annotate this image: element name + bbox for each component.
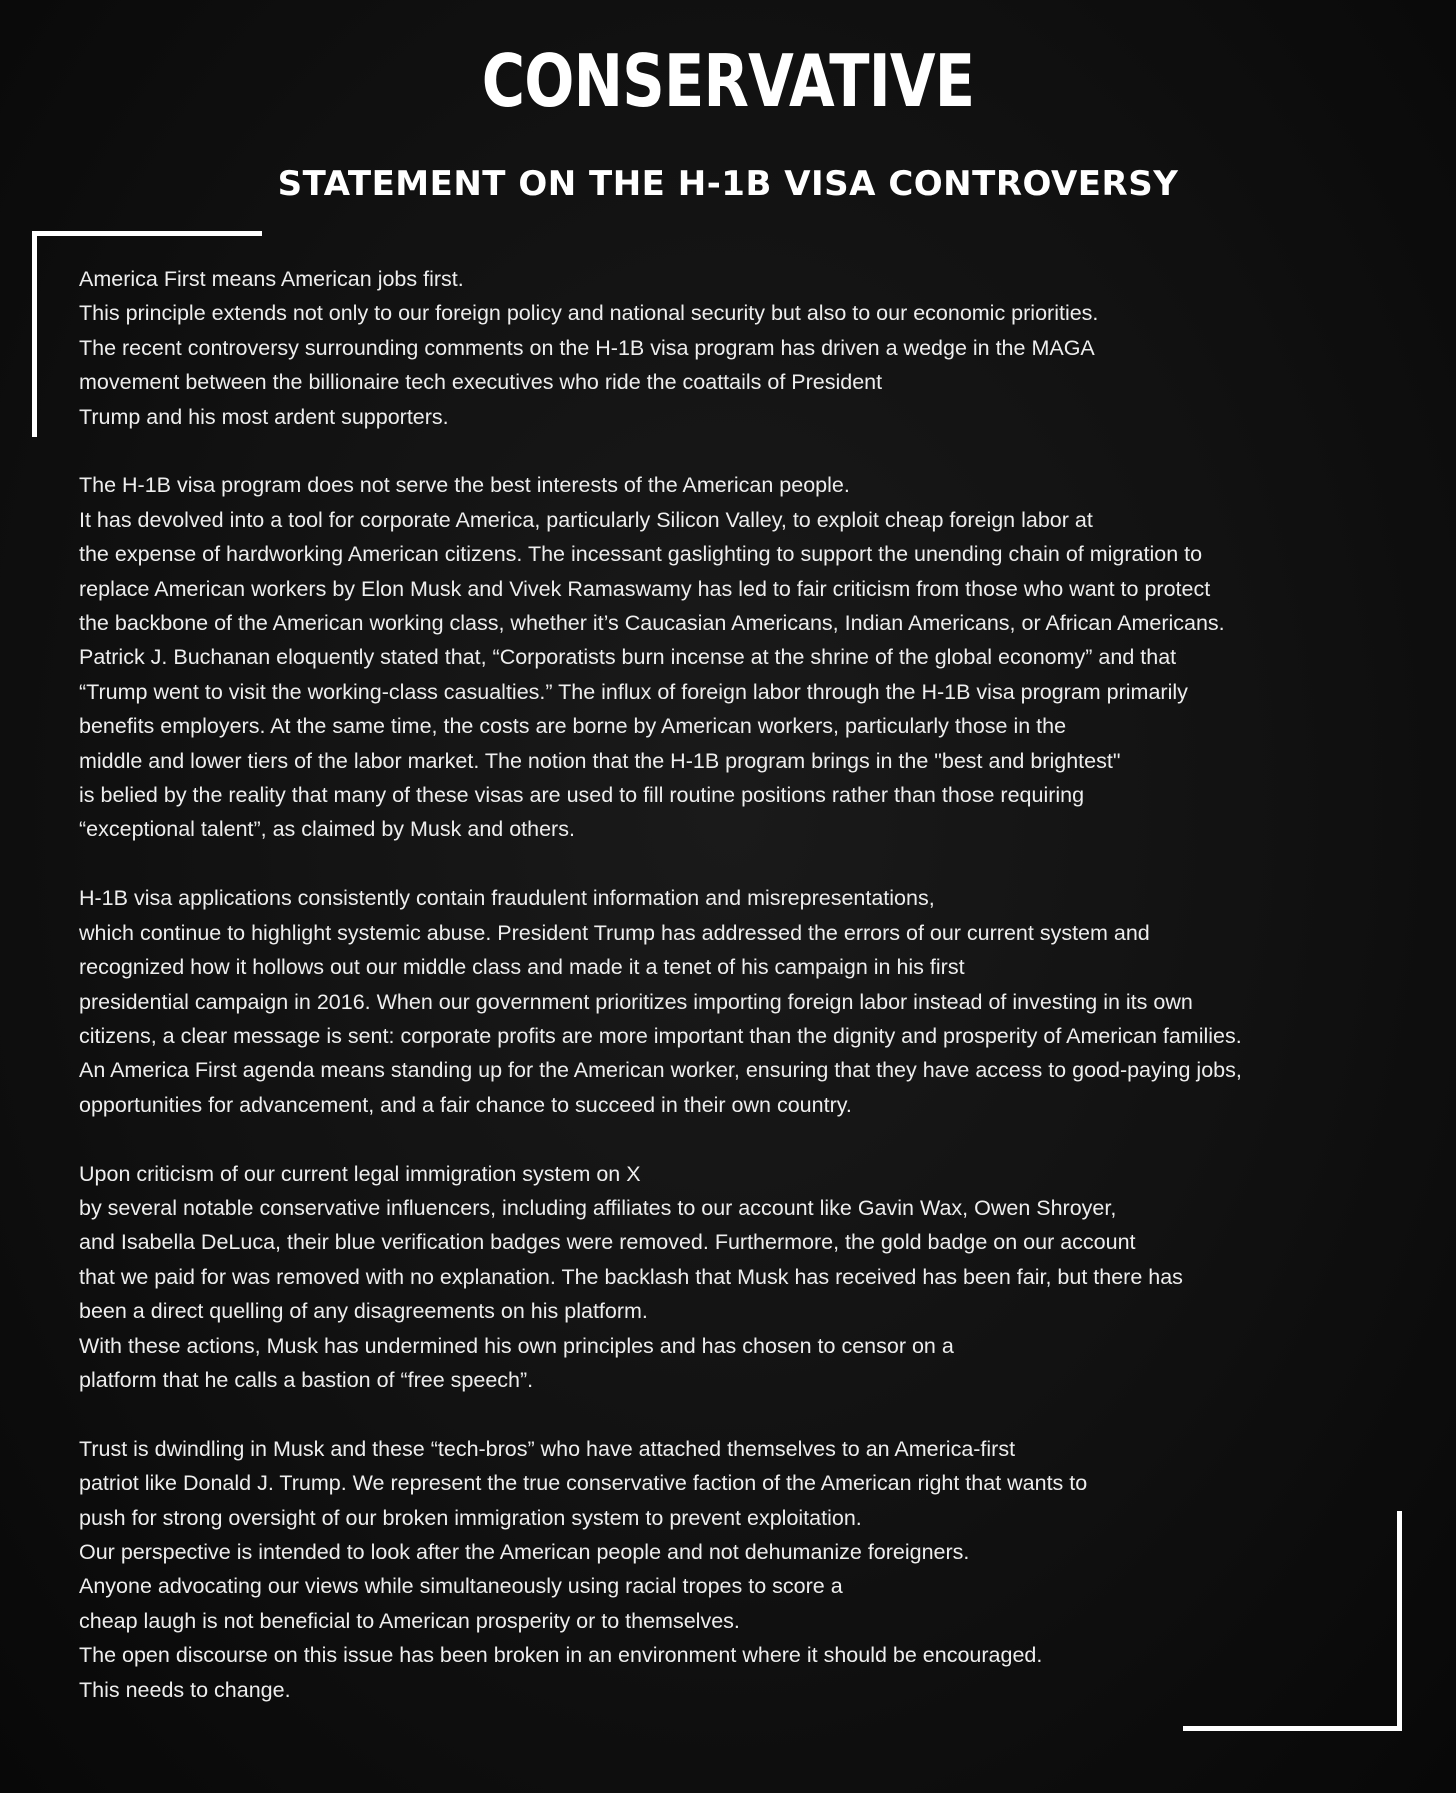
paragraph-line: “exceptional talent”, as claimed by Musk and others. xyxy=(79,817,575,842)
statement-paragraph xyxy=(79,262,1419,434)
paragraph-line: Patrick J. Buchanan eloquently stated that, “Corporatists burn incense at the shrine of the global economy” and that xyxy=(79,645,1177,670)
paragraph-line: opportunities for advancement, and a fair chance to succeed in their own country. xyxy=(79,1092,852,1117)
paragraph-line: The recent controversy surrounding comments on the H-1B visa program has driven a wedge in the MAGA xyxy=(79,335,1095,360)
paragraph-line: recognized how it hollows out our middle class and made it a tenet of his campaign in his first xyxy=(79,955,965,980)
paragraph-line: Upon criticism of our current legal immigration system on X xyxy=(79,1161,641,1186)
paragraph-line: which continue to highlight systemic abuse. President Trump has addressed the errors of our current system and xyxy=(79,920,1150,945)
paragraph-line: Trust is dwindling in Musk and these “tech-bros” who have attached themselves to an America-first xyxy=(79,1436,1016,1461)
paragraph-line: H-1B visa applications consistently contain fraudulent information and misrepresentations, xyxy=(79,886,935,911)
statement-paragraph xyxy=(79,1157,1419,1398)
paragraph-line: An America First agenda means standing up for the American worker, ensuring that they have access to good-paying jobs, xyxy=(79,1058,1242,1083)
paragraph-line: The H-1B visa program does not serve the best interests of the American people. xyxy=(79,473,850,498)
paragraph-line: It has devolved into a tool for corporate America, particularly Silicon Valley, to exploit cheap foreign labor at xyxy=(79,507,1093,532)
paragraph-line: America First means American jobs first. xyxy=(79,267,464,291)
paragraph-line: citizens, a clear message is sent: corporate profits are more important than the dignity and prosperity of American families. xyxy=(79,1023,1242,1048)
statement-body xyxy=(79,262,1419,1707)
paragraph-line: by several notable conservative influencers, including affiliates to our account like Gavin Wax, Owen Shroyer, xyxy=(79,1195,1117,1220)
paragraph-line: presidential campaign in 2016. When our government prioritizes importing foreign labor instead of investing in its own xyxy=(79,989,1193,1014)
paragraph-line: the expense of hardworking American citizens. The incessant gaslighting to support the unending chain of migration to xyxy=(79,542,1203,567)
statement-paragraph xyxy=(79,881,1419,1122)
paragraph-line: This needs to change. xyxy=(79,1677,291,1702)
paragraph-line: been a direct quelling of any disagreements on his platform. xyxy=(79,1299,648,1324)
paragraph-line: Trump and his most ardent supporters. xyxy=(79,404,449,429)
paragraph-line: platform that he calls a bastion of “free speech”. xyxy=(79,1367,534,1392)
paragraph-line: and Isabella DeLuca, their blue verification badges were removed. Furthermore, the gold badge on our account xyxy=(79,1230,1136,1255)
paragraph-line: benefits employers. At the same time, the costs are borne by American workers, particularly those in the xyxy=(79,714,1067,739)
paragraph-line: The open discourse on this issue has been broken in an environment where it should be encouraged. xyxy=(79,1643,1043,1668)
paragraph-line: This principle extends not only to our foreign policy and national security but also to our economic priorities. xyxy=(79,301,1099,326)
paragraph-line: middle and lower tiers of the labor market. The notion that the H-1B program brings in the "best and brightest" xyxy=(79,748,1121,773)
statement-paragraph xyxy=(79,1432,1419,1707)
paragraph-line: movement between the billionaire tech executives who ride the coattails of President xyxy=(79,370,883,395)
paragraph-line: patriot like Donald J. Trump. We represent the true conservative faction of the American right that wants to xyxy=(79,1471,1088,1496)
paragraph-line: Anyone advocating our views while simultaneously using racial tropes to score a xyxy=(79,1574,843,1599)
brand-title: CONSERVATIVE xyxy=(481,39,975,123)
paragraph-line: the backbone of the American working class, whether it’s Caucasian Americans, Indian Americans, or African Americans. xyxy=(79,611,1225,636)
paragraph-line: With these actions, Musk has undermined his own principles and has chosen to censor on a xyxy=(79,1333,954,1358)
paragraph-line: cheap laugh is not beneficial to American prosperity or to themselves. xyxy=(79,1608,740,1633)
paragraph-line: push for strong oversight of our broken immigration system to prevent exploitation. xyxy=(79,1505,862,1530)
paragraph-line: that we paid for was removed with no explanation. The backlash that Musk has received has been fair, but there has xyxy=(79,1264,1183,1289)
statement-title: STATEMENT ON THE H-1B VISA CONTROVERSY xyxy=(277,164,1179,204)
statement-paragraph xyxy=(79,468,1419,846)
paragraph-line: “Trump went to visit the working-class casualties.” The influx of foreign labor through the H-1B visa program primarily xyxy=(79,679,1188,704)
paragraph-line: Our perspective is intended to look after the American people and not dehumanize foreigners. xyxy=(79,1539,970,1564)
paragraph-line: is belied by the reality that many of these visas are used to fill routine positions rather than those requiring xyxy=(79,783,1085,808)
paragraph-line: replace American workers by Elon Musk and Vivek Ramaswamy has led to fair criticism from those who want to protect xyxy=(79,576,1211,601)
